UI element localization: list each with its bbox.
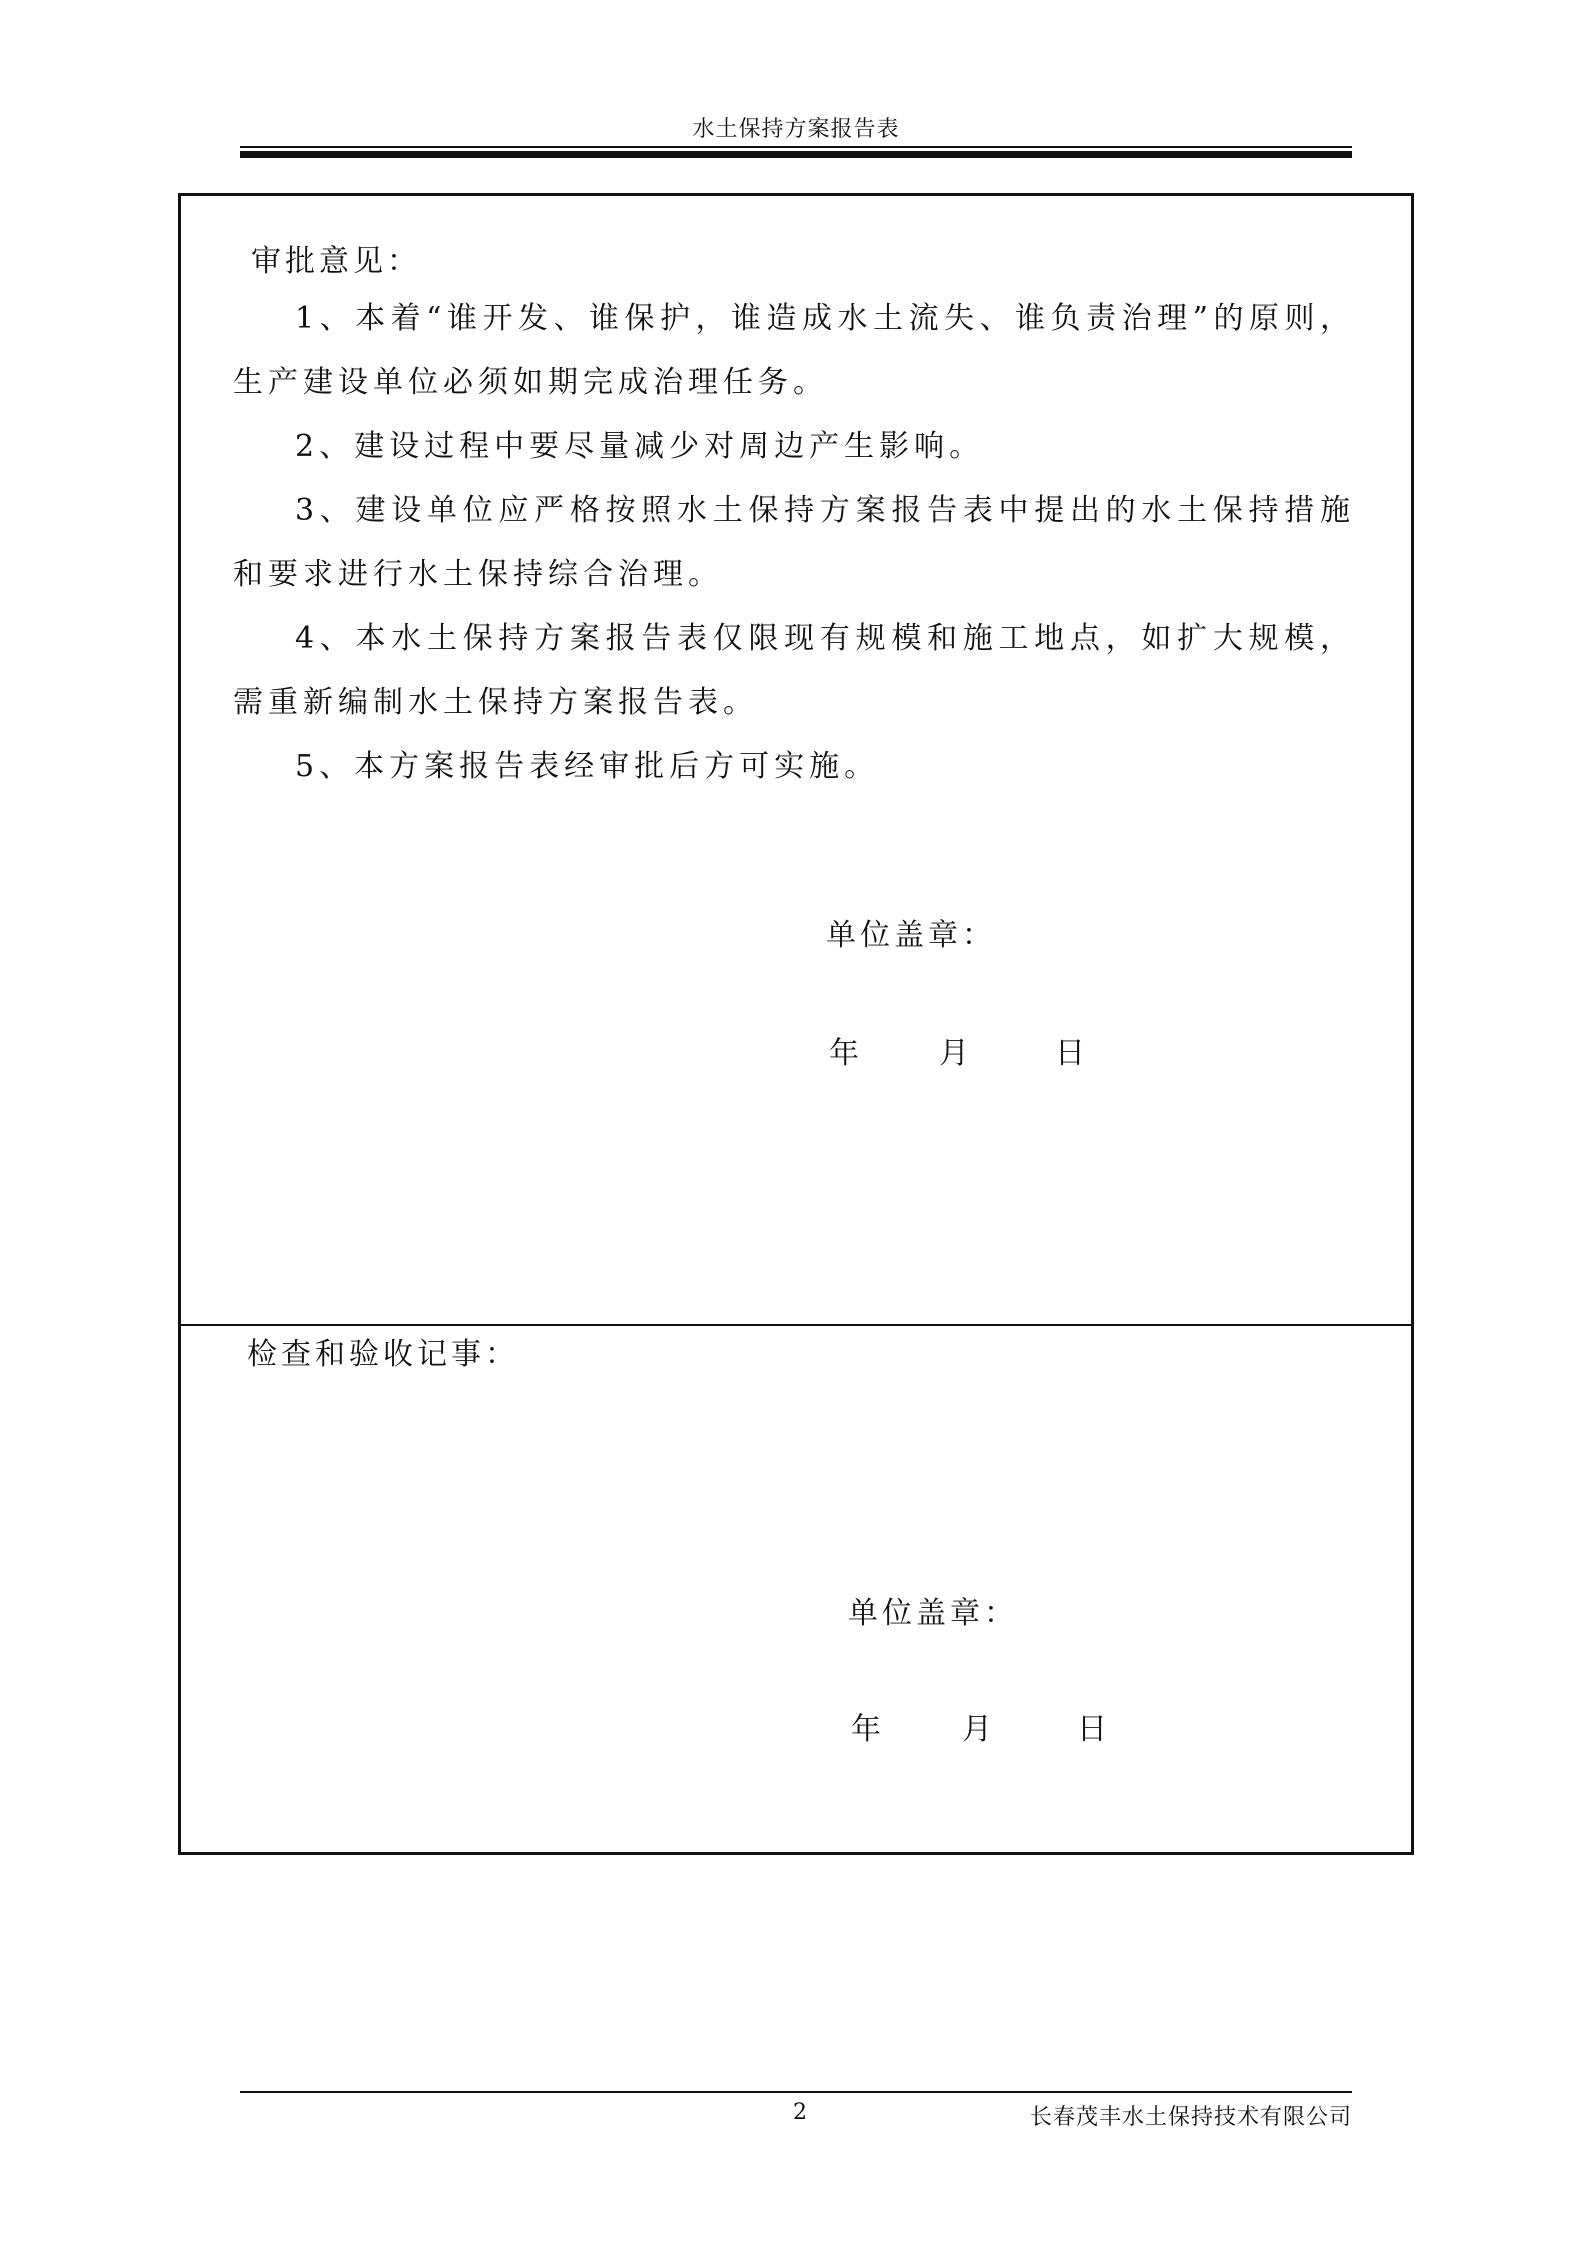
approval-form-table xyxy=(178,193,1414,1855)
approval-item-2: 2、建设过程中要尽量减少对周边产生影响。 xyxy=(295,429,985,464)
approval-label: 审批意见： xyxy=(251,244,421,279)
footer-rule xyxy=(240,2091,1352,2093)
page-number: 2 xyxy=(793,2100,807,2125)
approval-seal-label: 单位盖章： xyxy=(826,918,996,953)
inspection-label: 检查和验收记事： xyxy=(247,1337,519,1372)
page-header-title: 水土保持方案报告表 xyxy=(692,117,900,142)
approval-date-month: 月 xyxy=(939,1036,973,1071)
approval-item-5: 5、本方案报告表经审批后方可实施。 xyxy=(295,749,880,784)
header-rule-thick xyxy=(240,151,1352,158)
approval-item-1: 1、本着“谁开发、谁保护，谁造成水土流失、谁负责治理”的原则，生产建设单位必须如期完成治理任务。 xyxy=(233,301,1355,400)
section-divider xyxy=(181,1324,1411,1326)
inspection-date-year: 年 xyxy=(851,1712,885,1747)
inspection-date-day: 日 xyxy=(1077,1712,1111,1747)
header-rule-thin xyxy=(240,146,1352,148)
inspection-date-month: 月 xyxy=(962,1712,996,1747)
approval-date-year: 年 xyxy=(829,1036,863,1071)
approval-date-day: 日 xyxy=(1055,1036,1089,1071)
approval-item-3: 3、建设单位应严格按照水土保持方案报告表中提出的水土保持措施和要求进行水土保持综合治理。 xyxy=(233,493,1355,592)
company-name: 长春茂丰水土保持技术有限公司 xyxy=(1029,2105,1352,2130)
approval-item-4: 4、本水土保持方案报告表仅限现有规模和施工地点，如扩大规模，需重新编制水土保持方案报告表。 xyxy=(233,621,1355,720)
inspection-seal-label: 单位盖章： xyxy=(848,1596,1018,1631)
